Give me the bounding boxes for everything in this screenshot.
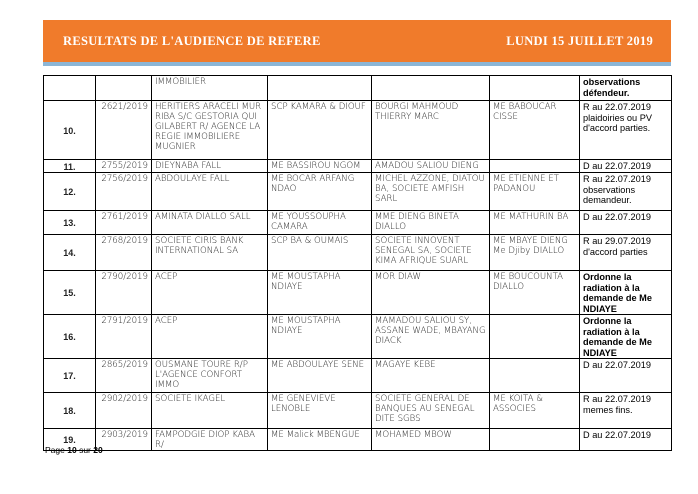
plaintiff-lawyer-cell: ME Malick MBENGUE — [268, 429, 372, 451]
decision-cell: D au 22.07.2019 — [580, 359, 672, 393]
plaintiff-cell: ACEP — [152, 315, 268, 359]
page-footer — [45, 445, 103, 455]
row-number: 19. — [44, 429, 96, 451]
defendant-cell: MAMADOU SALIOU SY, ASSANE WADE, MBAYANG DIACK — [372, 315, 490, 359]
plaintiff-lawyer-cell: ME GENEVIEVE LENOBLE — [268, 393, 372, 429]
table-row — [44, 211, 672, 235]
defendant-lawyer-cell: ME BOUCOUNTA DIALLO — [490, 271, 580, 315]
table-row — [44, 271, 672, 315]
defendant-lawyer-cell: ME ETIENNE ET PADANOU — [490, 173, 580, 211]
case-number: 2791/2019 — [96, 315, 152, 359]
header-date: LUNDI 15 JUILLET 2019 — [506, 34, 653, 48]
case-number — [96, 76, 152, 101]
decision-cell: R au 22.07.2019 memes fins. — [580, 393, 672, 429]
decision-cell: Ordonne la radiation à la demande de Me NDIAYE — [580, 271, 672, 315]
plaintiff-lawyer-cell: SCP KAMARA & DIOUF — [268, 101, 372, 160]
row-number: 18. — [44, 393, 96, 429]
plaintiff-lawyer-cell: ME MOUSTAPHA NDIAYE — [268, 271, 372, 315]
plaintiff-cell: FAMPODGIE DIOP KABA R/ — [152, 429, 268, 451]
table-row — [44, 160, 672, 173]
defendant-lawyer-cell — [490, 76, 580, 101]
case-number: 2790/2019 — [96, 271, 152, 315]
page-header-banner — [43, 20, 671, 62]
footer-page-number: 10 — [67, 445, 77, 455]
row-number: 14. — [44, 235, 96, 271]
decision-cell: D au 22.07.2019 — [580, 211, 672, 235]
case-number: 2755/2019 — [96, 160, 152, 173]
plaintiff-cell: IMMOBILIER — [152, 76, 268, 101]
defendant-cell: MICHEL AZZONE, DIATOU BA, SOCIETE AMFISH SARL — [372, 173, 490, 211]
table-row — [44, 76, 672, 101]
decision-cell: R au 22.07.2019 observations demandeur. — [580, 173, 672, 211]
plaintiff-lawyer-cell: ME BASSIROU NGOM — [268, 160, 372, 173]
row-number: 11. — [44, 160, 96, 173]
footer-page-sep: sur — [79, 445, 91, 455]
case-number: 2768/2019 — [96, 235, 152, 271]
defendant-lawyer-cell: ME BABOUCAR CISSE — [490, 101, 580, 160]
plaintiff-cell: ABDOULAYE FALL — [152, 173, 268, 211]
plaintiff-cell: ACEP — [152, 271, 268, 315]
table-row — [44, 235, 672, 271]
defendant-cell: SOCIETE INNOVENT SENEGAL SA, SOCIETE KIMA AFRIQUE SUARL — [372, 235, 490, 271]
decision-cell: D au 22.07.2019 — [580, 429, 672, 451]
decision-cell: R au 29.07.2019 d'accord parties — [580, 235, 672, 271]
row-number: 13. — [44, 211, 96, 235]
table-row — [44, 359, 672, 393]
table-row — [44, 429, 672, 451]
plaintiff-lawyer-cell: ME MOUSTAPHA NDIAYE — [268, 315, 372, 359]
footer-page-prefix: Page — [45, 445, 65, 455]
decision-cell: Ordonne la radiation à la demande de Me NDIAYE — [580, 315, 672, 359]
row-number — [44, 76, 96, 101]
table-row — [44, 315, 672, 359]
plaintiff-lawyer-cell: ME ABDOULAYE SENE — [268, 359, 372, 393]
defendant-cell: MOHAMED MBOW — [372, 429, 490, 451]
defendant-lawyer-cell — [490, 160, 580, 173]
plaintiff-lawyer-cell: SCP BA & OUMAIS — [268, 235, 372, 271]
plaintiff-cell: DIEYNABA FALL — [152, 160, 268, 173]
case-number: 2756/2019 — [96, 173, 152, 211]
case-number: 2903/2019 — [96, 429, 152, 451]
defendant-lawyer-cell: ME MBAYE DIENG Me Djiby DIALLO — [490, 235, 580, 271]
defendant-cell: MAGAYE KEBE — [372, 359, 490, 393]
header-underline — [43, 62, 671, 66]
results-table — [43, 75, 672, 451]
row-number: 10. — [44, 101, 96, 160]
plaintiff-lawyer-cell: ME BOCAR ARFANG NDAO — [268, 173, 372, 211]
footer-page-total: 20 — [93, 445, 103, 455]
table-row — [44, 173, 672, 211]
case-number: 2865/2019 — [96, 359, 152, 393]
row-number: 17. — [44, 359, 96, 393]
defendant-lawyer-cell: ME KOITA & ASSOCIES — [490, 393, 580, 429]
header-title: RESULTATS DE L'AUDIENCE DE REFERE — [63, 34, 321, 48]
plaintiff-cell: OUSMANE TOURE R/P L'AGENCE CONFORT IMMO — [152, 359, 268, 393]
plaintiff-cell: SOCIETE IKAGEL — [152, 393, 268, 429]
defendant-cell: BOURGI MAHMOUD THIERRY MARC — [372, 101, 490, 160]
plaintiff-cell: AMINATA DIALLO SALL — [152, 211, 268, 235]
row-number: 16. — [44, 315, 96, 359]
decision-cell: D au 22.07.2019 — [580, 160, 672, 173]
plaintiff-cell: SOCIETE CIRIS BANK INTERNATIONAL SA — [152, 235, 268, 271]
row-number: 15. — [44, 271, 96, 315]
defendant-lawyer-cell — [490, 359, 580, 393]
defendant-cell: SOCIETE GENERAL DE BANQUES AU SENEGAL DITE SGBS — [372, 393, 490, 429]
defendant-lawyer-cell — [490, 315, 580, 359]
defendant-cell: MOR DIAW — [372, 271, 490, 315]
table-row — [44, 393, 672, 429]
case-number: 2902/2019 — [96, 393, 152, 429]
defendant-lawyer-cell — [490, 429, 580, 451]
defendant-lawyer-cell: ME MATHURIN BA — [490, 211, 580, 235]
defendant-cell: MME DIENG BINETA DIALLO — [372, 211, 490, 235]
decision-cell: observations défendeur. — [580, 76, 672, 101]
case-number: 2761/2019 — [96, 211, 152, 235]
decision-cell: R au 22.07.2019 plaidoiries ou PV d'accord parties. — [580, 101, 672, 160]
plaintiff-lawyer-cell — [268, 76, 372, 101]
plaintiff-lawyer-cell: ME YOUSSOUPHA CAMARA — [268, 211, 372, 235]
defendant-cell: AMADOU SALIOU DIENG — [372, 160, 490, 173]
defendant-cell — [372, 76, 490, 101]
plaintiff-cell: HERITIERS ARACELI MUR RIBA S/C GESTORIA QUI GILABERT R/ AGENCE LA REGIE IMMOBILIERE MUGNIER — [152, 101, 268, 160]
table-row — [44, 101, 672, 160]
case-number: 2621/2019 — [96, 101, 152, 160]
row-number: 12. — [44, 173, 96, 211]
